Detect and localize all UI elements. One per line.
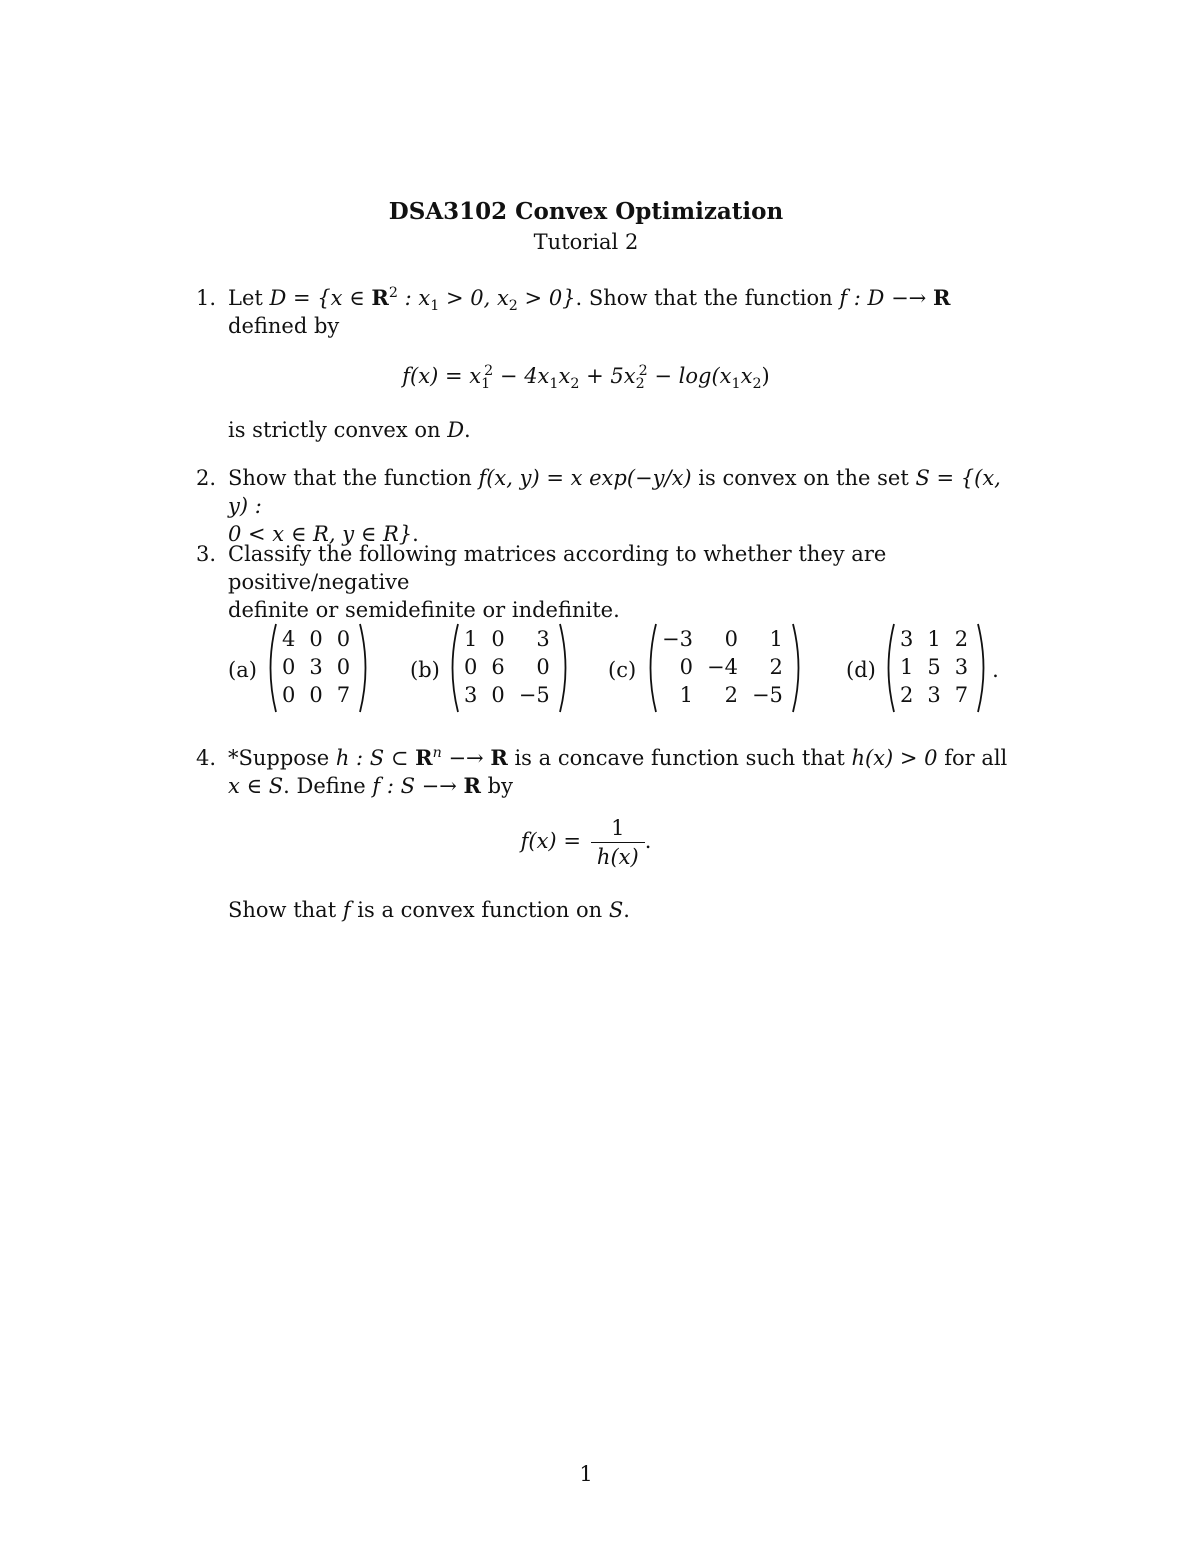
q4-conclusion <box>196 896 1011 924</box>
matrix-cell: 0 <box>336 627 351 651</box>
eq-part: x <box>558 364 571 388</box>
matrix-table <box>648 625 783 709</box>
matrix-grid <box>268 625 364 709</box>
document-subtitle: Tutorial 2 <box>533 230 639 254</box>
paren-stroke <box>793 624 799 712</box>
matrix-cell: 0 <box>491 683 505 707</box>
matrix-cell: 3 <box>464 683 478 707</box>
matrix-cell: −4 <box>706 655 738 679</box>
question-number: 3. <box>196 542 217 566</box>
matrix-cell: 1 <box>679 683 693 707</box>
q1-cond: > 0} <box>517 286 576 310</box>
eq-part: x <box>740 364 753 388</box>
matrix-cell: 1 <box>900 655 914 679</box>
matrix-row <box>886 681 968 709</box>
q1-text: Let <box>228 286 270 310</box>
q1-map: f : D −→ <box>839 286 933 310</box>
matrix-row <box>648 653 783 681</box>
q4-domain: x ∈ S <box>228 774 284 798</box>
right-paren <box>976 622 990 714</box>
q1-sub: 2 <box>508 298 518 315</box>
matrix-cell: 3 <box>954 655 969 679</box>
matrix-label: (b) <box>410 658 440 682</box>
eq-sub: 2 <box>752 376 762 393</box>
matrix-cell: 0 <box>282 683 296 707</box>
q1-text: is strictly convex on <box>228 418 448 442</box>
q1-set-def: D = {x ∈ <box>269 286 372 310</box>
matrix-cell: 7 <box>336 683 351 707</box>
q2-func: f(x, y) = x exp(−y/x) <box>478 466 692 490</box>
right-paren <box>791 622 805 714</box>
paren-stroke <box>360 624 366 712</box>
matrix-cell: −5 <box>518 683 550 707</box>
matrix-row <box>648 681 783 709</box>
q4-text: for all <box>937 746 1008 770</box>
q2-set-cont: 0 < x ∈ R, y ∈ R} <box>228 522 413 546</box>
q4-text: *Suppose <box>228 746 336 770</box>
matrix-cell: 1 <box>464 627 478 651</box>
matrix-cell: 0 <box>679 655 693 679</box>
eq-sup: 2 <box>484 363 494 379</box>
eq-part: f(x) <box>402 364 445 388</box>
q1-equation <box>0 363 1172 393</box>
matrix-cell: 6 <box>491 655 505 679</box>
q1-cond: > 0, x <box>439 286 509 310</box>
q1-reals: R <box>932 285 951 310</box>
matrix-cell: 0 <box>536 655 550 679</box>
matrix-cell: −3 <box>662 627 693 651</box>
matrix-cell: 7 <box>954 683 969 707</box>
matrix-cell: 2 <box>724 683 738 707</box>
question-2 <box>196 464 1011 548</box>
q1-text: . <box>464 418 471 442</box>
page-number: 1 <box>579 1462 593 1486</box>
q3-text: definite or semidefinite or indefinite. <box>228 598 620 622</box>
paren-stroke <box>560 624 566 712</box>
eq-sub: 1 <box>549 376 559 393</box>
q4-var: S <box>608 898 624 922</box>
eq-part: . <box>644 829 652 853</box>
q4-sup: n <box>432 745 442 761</box>
eq-part: − log(x <box>647 364 732 388</box>
q1-sub: 1 <box>430 298 440 315</box>
q3-matrices <box>228 622 1038 718</box>
question-1 <box>196 284 1011 340</box>
q4-reals: R <box>415 745 433 770</box>
q2-text: is convex on the set <box>691 466 916 490</box>
matrix-cell: 0 <box>282 655 296 679</box>
matrix-cell: 0 <box>336 655 351 679</box>
eq-sup: 2 <box>638 363 648 379</box>
matrix-row <box>886 625 968 653</box>
matrix-table <box>268 625 350 709</box>
matrix-label: (a) <box>228 658 257 682</box>
eq-part: ) <box>761 364 770 388</box>
matrix-row <box>886 653 968 681</box>
matrix-trailing-period: . <box>992 658 999 682</box>
matrix-cell: 1 <box>769 627 783 651</box>
matrix-row <box>450 653 550 681</box>
matrix-cell: 3 <box>309 655 323 679</box>
q4-text: . <box>623 898 630 922</box>
matrix-cell: 2 <box>769 655 783 679</box>
matrix-cell: 0 <box>309 627 323 651</box>
matrix-row <box>268 653 350 681</box>
q4-text: . Define <box>283 774 373 798</box>
eq-sub: 1 <box>481 376 491 393</box>
q4-reals: R <box>490 745 508 770</box>
eq-part: f(x) <box>520 829 564 853</box>
eq-part: = <box>563 829 581 853</box>
q4-arrow: −→ <box>441 746 491 770</box>
q1-var: D <box>447 418 465 442</box>
matrix-cell: 0 <box>309 683 323 707</box>
right-paren <box>558 622 572 714</box>
q4-equation <box>0 816 1172 869</box>
eq-sub: 1 <box>731 376 741 393</box>
matrix-table <box>886 625 968 709</box>
matrix-cell: 0 <box>464 655 478 679</box>
eq-part: = <box>444 364 463 388</box>
q4-cond: h(x) > 0 <box>851 746 938 770</box>
question-number: 2. <box>196 466 217 490</box>
question-number: 4. <box>196 746 217 770</box>
q2-text: . <box>412 522 419 546</box>
q1-sup: 2 <box>388 285 398 301</box>
q2-set: S = {(x, y) : <box>228 466 1001 518</box>
paren-stroke <box>978 624 984 712</box>
eq-numerator: 1 <box>591 816 645 843</box>
matrix-row <box>268 625 350 653</box>
matrix-row <box>648 625 783 653</box>
q4-text: Show that <box>228 898 343 922</box>
matrix-grid <box>450 625 562 709</box>
matrix-row <box>450 681 550 709</box>
eq-sub: 2 <box>570 376 580 393</box>
eq-denominator: h(x) <box>596 845 639 869</box>
eq-sub: 2 <box>635 376 645 393</box>
q1-set-rest: : x <box>397 286 431 310</box>
q4-hdef: h : S ⊂ <box>335 746 416 770</box>
matrix-cell: 1 <box>927 627 941 651</box>
matrix-label: (d) <box>846 658 876 682</box>
q1-text: . Show that the function <box>575 286 840 310</box>
matrix-grid <box>648 625 798 709</box>
matrix-cell: 0 <box>724 627 738 651</box>
matrix-cell: 2 <box>900 683 914 707</box>
eq-part: + 5x <box>579 364 636 388</box>
q4-text: by <box>480 774 513 798</box>
q1-text: defined by <box>228 314 340 338</box>
matrix-cell: −5 <box>751 683 783 707</box>
question-3 <box>196 540 1011 624</box>
matrix-cell: 2 <box>954 627 969 651</box>
question-4 <box>196 744 1011 800</box>
question-number: 1. <box>196 286 217 310</box>
matrix-label: (c) <box>608 658 637 682</box>
matrix-cell: 4 <box>282 627 296 651</box>
eq-part: x <box>462 364 482 388</box>
matrix-cell: 5 <box>927 655 941 679</box>
matrix-table <box>450 625 550 709</box>
matrix-cell: 3 <box>536 627 550 651</box>
q4-text: is a concave function such that <box>507 746 852 770</box>
q1-reals: R <box>371 285 389 310</box>
document-title: DSA3102 Convex Optimization <box>388 198 784 225</box>
q4-var: f <box>342 898 351 922</box>
eq-part: − 4x <box>493 364 550 388</box>
q4-text: is a convex function on <box>350 898 609 922</box>
matrix-cell: 3 <box>927 683 941 707</box>
eq-fraction <box>591 816 645 869</box>
matrix-row <box>450 625 550 653</box>
matrix-row <box>268 681 350 709</box>
q1-conclusion <box>196 416 1011 444</box>
matrix-cell: 3 <box>900 627 914 651</box>
right-paren <box>358 622 372 714</box>
q2-text: Show that the function <box>228 466 479 490</box>
q3-text: Classify the following matrices according to whether they are positive/negative <box>228 542 887 594</box>
q4-map: f : S −→ <box>372 774 464 798</box>
matrix-cell: 0 <box>491 627 505 651</box>
q4-reals: R <box>463 773 481 798</box>
